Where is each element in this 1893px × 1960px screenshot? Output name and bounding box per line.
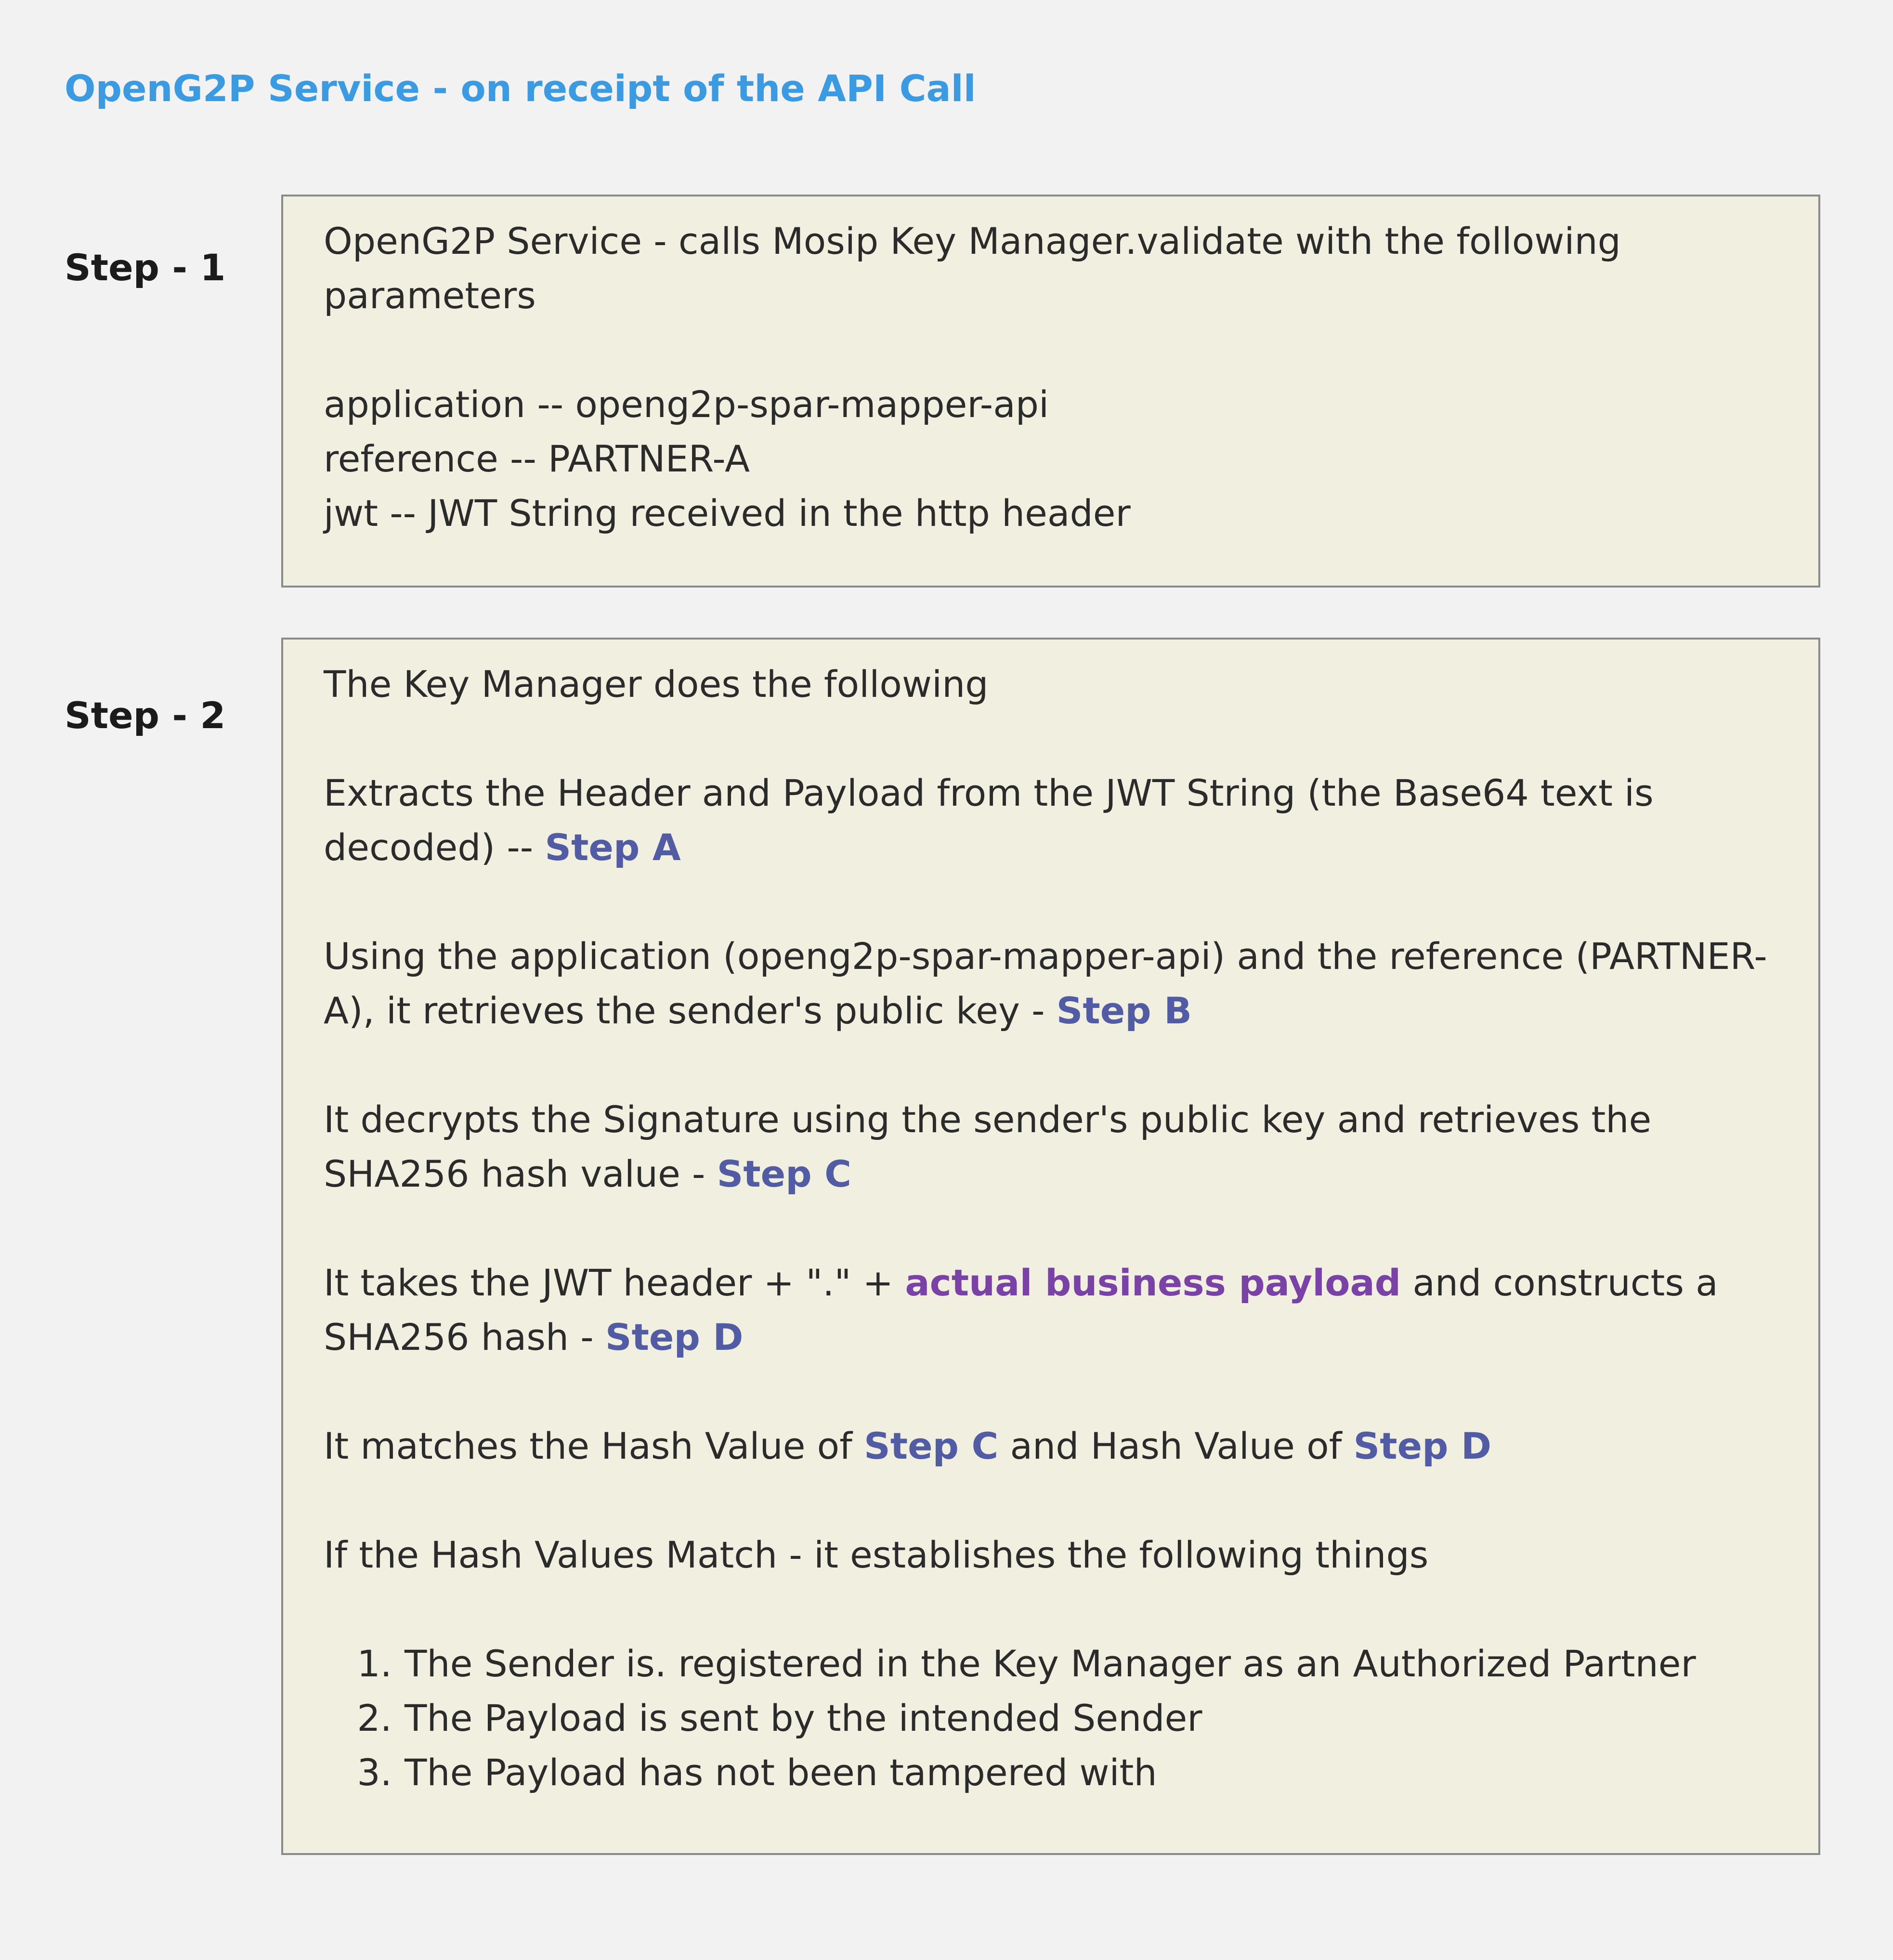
- step-2-intro: The Key Manager does the following: [324, 663, 989, 706]
- param-jwt: jwt -- JWT String received in the http header: [324, 492, 1131, 535]
- step-1-intro: OpenG2P Service - calls Mosip Key Manager.validate with the following parameters: [324, 220, 1621, 317]
- findings-list: [324, 1636, 1779, 1800]
- match-desc-1: It matches the Hash Value of: [324, 1424, 864, 1467]
- match-ref-d: Step D: [1353, 1424, 1492, 1467]
- step-1-box: [281, 195, 1820, 588]
- step-1-label: Step - 1: [65, 246, 226, 289]
- if-match-text: If the Hash Values Match - it establishes the following things: [324, 1533, 1429, 1576]
- step-c-text: [324, 1092, 1779, 1201]
- step-b-text: [324, 929, 1779, 1038]
- step-1-params: [324, 377, 1779, 540]
- step-d-text: [324, 1255, 1779, 1364]
- match-ref-c: Step C: [864, 1424, 999, 1467]
- step-d-desc-2: and constructs a SHA256 hash -: [324, 1261, 1718, 1359]
- step-d-ref: Step D: [605, 1316, 744, 1359]
- finding-item: 2. The Payload is sent by the intended Sender: [404, 1691, 1779, 1745]
- match-desc-2: and Hash Value of: [998, 1424, 1354, 1467]
- step-d-desc-1: It takes the JWT header + "." +: [324, 1261, 905, 1304]
- step-a-text: [324, 766, 1779, 875]
- step-c-desc: It decrypts the Signature using the sender's public key and retrieves the SHA256 hash value -: [324, 1098, 1652, 1195]
- business-payload-highlight: actual business payload: [905, 1261, 1401, 1304]
- step-b-ref: Step B: [1056, 989, 1192, 1032]
- step-2-box: [281, 638, 1820, 1855]
- step-a-desc: Extracts the Header and Payload from the JWT String (the Base64 text is decoded) --: [324, 771, 1654, 869]
- param-application: application -- openg2p-spar-mapper-api: [324, 383, 1049, 426]
- finding-item: 1. The Sender is. registered in the Key Manager as an Authorized Partner: [404, 1636, 1779, 1691]
- step-a-ref: Step A: [545, 826, 681, 869]
- finding-item: 3. The Payload has not been tampered with: [404, 1745, 1779, 1800]
- step-b-desc: Using the application (openg2p-spar-mapper-api) and the reference (PARTNER-A), it retrieves the sender's public key -: [324, 935, 1767, 1032]
- step-c-ref: Step C: [717, 1152, 851, 1195]
- param-reference: reference -- PARTNER-A: [324, 437, 750, 480]
- hash-match-text: [324, 1419, 1779, 1473]
- page-title: OpenG2P Service - on receipt of the API Call: [65, 67, 976, 110]
- step-2-label: Step - 2: [65, 694, 226, 737]
